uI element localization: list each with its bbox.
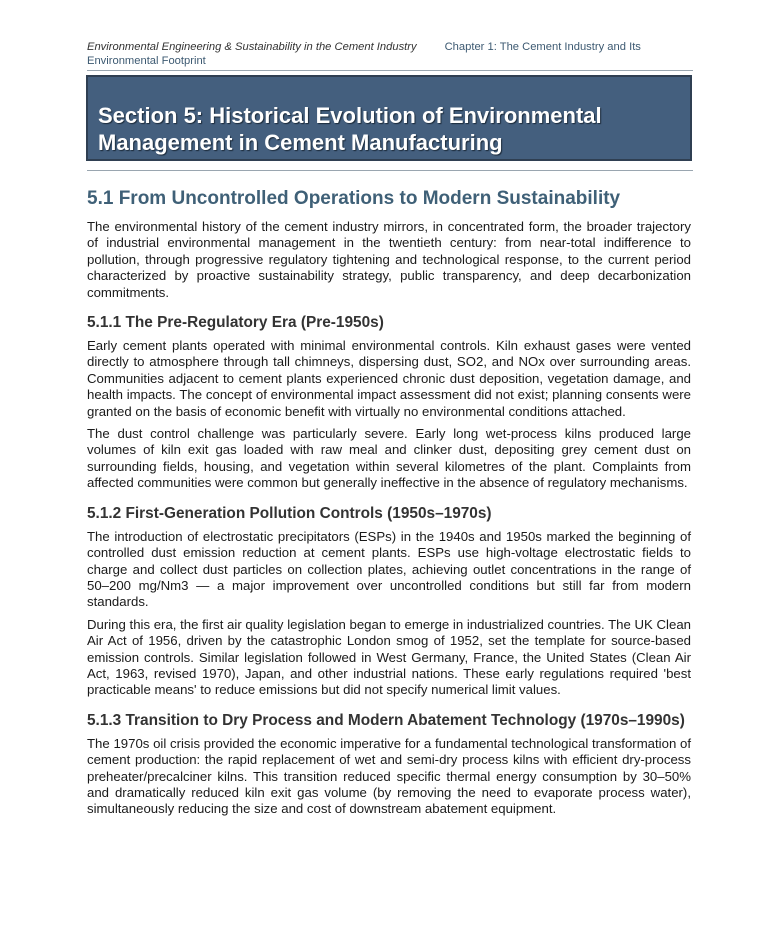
- main-content: [87, 187, 691, 824]
- subsection-title: 5.1 From Uncontrolled Operations to Modern Sustainability: [87, 188, 621, 209]
- header-chapter: Chapter 1: The Cement Industry and Its: [444, 41, 641, 53]
- paragraph: The dust control challenge was particularly severe. Early long wet-process kilns produced large volumes of kiln exit gas loaded with raw meal and clinker dust, depositing grey cement dust on surrounding fields, housing, and vegetation within several kilometres of the plant. Complaints from affected communities were common but generally ineffective in the absence of regulatory mechanisms.: [87, 426, 691, 491]
- header-chapter-cont: Environmental Footprint: [87, 54, 206, 67]
- paragraph: The 1970s oil crisis provided the economic imperative for a fundamental technological transformation of cement production: the rapid replacement of wet and semi-dry process kilns with efficient dry-process preheater/precalciner kilns. This transition reduced specific thermal energy consumption by 30–50% and dramatically reduced kiln exit gas volume (by removing the need to evaporate process water), simultaneously reducing the size and cost of downstream abatement equipment.: [87, 735, 691, 817]
- subsection-heading-5-1-1: 5.1.1 The Pre-Regulatory Era (Pre-1950s): [87, 314, 384, 332]
- paragraph: During this era, the first air quality legislation began to emerge in industrialized countries. The UK Clean Air Act of 1956, driven by the catastrophic London smog of 1952, set the template for source-based emission controls. Similar legislation followed in West Germany, France, the United States (Clean Air Act, 1963, revised 1970), Japan, and other industrial nations. These early regulations required 'best practicable means' to reduce emissions but did not specify numerical limit values.: [87, 616, 691, 698]
- paragraph: Early cement plants operated with minimal environmental controls. Kiln exhaust gases were vented directly to atmosphere through tall chimneys, dispersing dust, SO2, and NOx over surrounding areas. Communities adjacent to cement plants experienced chronic dust deposition, vegetation damage, and health impacts. The concept of environmental impact assessment did not exist; planning consents were granted on the basis of economic benefit with virtually no environmental conditions attached.: [87, 338, 691, 419]
- intro-paragraph: The environmental history of the cement industry mirrors, in concentrated form, the broader trajectory of industrial environmental management in the twentieth century: from near-total indifference to pollution, through progressive regulatory tightening and technological response, to the current period characterized by proactive sustainability strategy, public transparency, and deep decarbonization commitments.: [87, 219, 691, 300]
- running-header: [87, 41, 693, 68]
- subsection-heading-5-1-3: 5.1.3 Transition to Dry Process and Modern Abatement Technology (1970s–1990s): [87, 711, 685, 729]
- banner-rule: [87, 170, 693, 171]
- header-book-title: Environmental Engineering & Sustainability in the Cement Industry: [87, 41, 417, 53]
- header-rule: [87, 70, 693, 71]
- section-banner: [86, 75, 692, 161]
- paragraph: The introduction of electrostatic precipitators (ESPs) in the 1940s and 1950s marked the beginning of controlled dust emission reduction at cement plants. ESPs use high-voltage electrostatic fields to charge and collect dust particles on collection plates, achieving outlet concentrations in the range of 50–200 mg/Nm3 — a major improvement over uncontrolled conditions but still far from modern standards.: [87, 528, 691, 610]
- subsection-heading-5-1-2: 5.1.2 First-Generation Pollution Controls (1950s–1970s): [87, 504, 492, 522]
- section-title: Section 5: Historical Evolution of Environmental Management in Cement Manufacturing: [98, 103, 602, 155]
